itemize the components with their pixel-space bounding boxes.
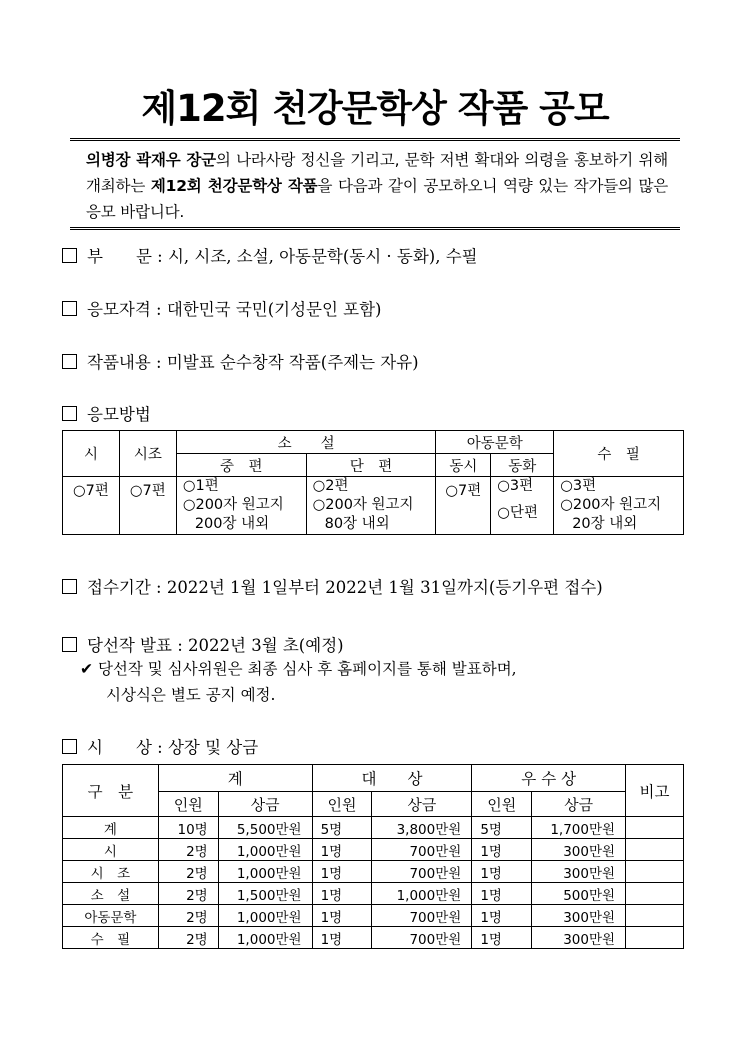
prize-note-cell bbox=[626, 905, 684, 927]
prize-total-money: 1,000만원 bbox=[218, 861, 312, 883]
method-header-long: 중 편 bbox=[176, 454, 306, 477]
prize-table bbox=[62, 764, 684, 949]
method-header-novel: 소 설 bbox=[176, 431, 436, 454]
prize-grand-people: 1명 bbox=[312, 883, 372, 905]
checkbox-square-icon bbox=[62, 637, 77, 652]
checkbox-square-icon bbox=[62, 354, 77, 369]
method-long-length: 200장 내외 bbox=[194, 516, 270, 532]
prize-total-money: 1,000만원 bbox=[218, 905, 312, 927]
method-essay-cell bbox=[554, 477, 684, 535]
prize-excellence-money: 300만원 bbox=[532, 839, 626, 861]
checkbox-square-icon bbox=[62, 579, 77, 594]
announce-value: 2022년 3월 초(예정) bbox=[188, 636, 344, 655]
announce-note-line1: 당선작 및 심사위원은 최종 심사 후 홈페이지를 통해 발표하며, bbox=[97, 660, 517, 678]
prize-header-total: 계 bbox=[158, 765, 312, 792]
checkbox-square-icon bbox=[62, 406, 77, 421]
prize-excellence-money: 300만원 bbox=[532, 861, 626, 883]
prize-total-money: 1,000만원 bbox=[218, 927, 312, 949]
prize-excellence-money: 300만원 bbox=[532, 927, 626, 949]
prize-grand-people: 1명 bbox=[312, 905, 372, 927]
prize-header-money: 상금 bbox=[372, 792, 472, 817]
prize-excellence-money: 300만원 bbox=[532, 905, 626, 927]
period-sep: : bbox=[156, 578, 162, 597]
table-row bbox=[63, 927, 684, 949]
method-table bbox=[62, 430, 684, 535]
content-value: 미발표 순수창작 작품(주제는 자유) bbox=[166, 353, 419, 372]
method-sijo-count: ○7편 bbox=[119, 477, 176, 535]
method-donghwa-type: ○단편 bbox=[497, 505, 538, 521]
period-value: 2022년 1월 1일부터 2022년 1월 31일까지(등기우편 접수) bbox=[166, 578, 603, 597]
category-sep: : bbox=[157, 247, 163, 266]
prize-total-people: 10명 bbox=[158, 817, 218, 839]
prize-header-note: 비고 bbox=[626, 765, 684, 817]
method-poem-count: ○7편 bbox=[63, 477, 120, 535]
section-period bbox=[62, 574, 603, 598]
announce-sep: : bbox=[177, 636, 183, 655]
method-long-cell bbox=[176, 477, 306, 535]
prize-row-name: 아동문학 bbox=[63, 905, 159, 927]
method-short-count: ○2편 bbox=[312, 478, 349, 494]
table-row bbox=[63, 861, 684, 883]
prize-grand-money: 1,000만원 bbox=[372, 883, 472, 905]
method-header-sijo: 시조 bbox=[119, 431, 176, 477]
method-label: 응모방법 bbox=[87, 405, 151, 424]
prize-total-people: 2명 bbox=[158, 905, 218, 927]
intro-text-1: 의 나라사랑 정신을 기리고, 문학 저변 확대와 의령을 홍보하기 위해 개최하는 bbox=[86, 151, 668, 195]
checkbox-square-icon bbox=[62, 301, 77, 316]
section-eligibility bbox=[62, 296, 381, 320]
table-row bbox=[63, 817, 684, 839]
section-category bbox=[62, 243, 478, 267]
prize-header-grand: 대 상 bbox=[312, 765, 472, 792]
checkbox-square-icon bbox=[62, 248, 77, 263]
table-row bbox=[63, 905, 684, 927]
prize-row-name: 시 bbox=[63, 839, 159, 861]
section-announce bbox=[62, 632, 344, 656]
section-content bbox=[62, 349, 419, 373]
prize-header-excellence: 우 수 상 bbox=[472, 765, 626, 792]
prize-grand-people: 1명 bbox=[312, 927, 372, 949]
method-short-cell bbox=[306, 477, 436, 535]
intro-bold-contest: 제12회 천강문학상 작품 bbox=[150, 177, 318, 195]
method-essay-paper: ○200자 원고지 bbox=[560, 497, 662, 513]
prize-grand-money: 700만원 bbox=[372, 905, 472, 927]
prize-note-cell bbox=[626, 927, 684, 949]
table-row bbox=[63, 839, 684, 861]
award-sep: : bbox=[157, 738, 163, 757]
prize-header-money: 상금 bbox=[218, 792, 312, 817]
prize-note-cell bbox=[626, 817, 684, 839]
announce-note-line2: 시상식은 별도 공지 예정. bbox=[106, 686, 276, 704]
prize-excellence-money: 1,700만원 bbox=[532, 817, 626, 839]
prize-row-name: 수 필 bbox=[63, 927, 159, 949]
prize-row-name: 소 설 bbox=[63, 883, 159, 905]
prize-header-people: 인원 bbox=[158, 792, 218, 817]
content-sep: : bbox=[156, 353, 162, 372]
method-essay-length: 20장 내외 bbox=[572, 516, 638, 532]
method-header-donghwa: 동화 bbox=[491, 454, 554, 477]
award-label: 시 상 bbox=[87, 738, 152, 757]
method-short-paper: ○200자 원고지 bbox=[312, 497, 414, 513]
prize-excellence-people: 1명 bbox=[472, 839, 532, 861]
method-header-children: 아동문학 bbox=[436, 431, 554, 454]
table-row bbox=[63, 883, 684, 905]
eligibility-label: 응모자격 bbox=[87, 300, 151, 319]
prize-excellence-people: 1명 bbox=[472, 861, 532, 883]
prize-grand-people: 1명 bbox=[312, 839, 372, 861]
award-value: 상장 및 상금 bbox=[167, 738, 259, 757]
method-header-essay: 수 필 bbox=[554, 431, 684, 477]
method-long-count: ○1편 bbox=[182, 478, 219, 494]
prize-row-name: 시 조 bbox=[63, 861, 159, 883]
prize-excellence-money: 500만원 bbox=[532, 883, 626, 905]
announce-note bbox=[80, 656, 517, 708]
checkbox-square-icon bbox=[62, 739, 77, 754]
category-label: 부 문 bbox=[87, 247, 152, 266]
intro-text-2: 을 다음과 같이 공모하오니 역량 있는 작가들의 많은 응모 바랍니다. bbox=[86, 177, 668, 221]
prize-grand-people: 5명 bbox=[312, 817, 372, 839]
prize-note-cell bbox=[626, 839, 684, 861]
prize-total-people: 2명 bbox=[158, 839, 218, 861]
category-value: 시, 시조, 소설, 아동문학(동시 · 동화), 수필 bbox=[167, 247, 478, 266]
intro-box bbox=[70, 138, 680, 230]
prize-header-people: 인원 bbox=[312, 792, 372, 817]
prize-grand-money: 700만원 bbox=[372, 861, 472, 883]
method-header-poem: 시 bbox=[63, 431, 120, 477]
prize-grand-money: 700만원 bbox=[372, 927, 472, 949]
section-award bbox=[62, 734, 258, 758]
prize-header-division: 구 분 bbox=[63, 765, 159, 817]
section-method bbox=[62, 401, 151, 425]
method-short-length: 80장 내외 bbox=[324, 516, 390, 532]
prize-total-money: 1,000만원 bbox=[218, 839, 312, 861]
period-label: 접수기간 bbox=[87, 578, 151, 597]
prize-header-people: 인원 bbox=[472, 792, 532, 817]
intro-bold-general: 의병장 곽재우 장군 bbox=[86, 151, 216, 169]
prize-header-money: 상금 bbox=[532, 792, 626, 817]
prize-excellence-people: 5명 bbox=[472, 817, 532, 839]
prize-total-people: 2명 bbox=[158, 861, 218, 883]
prize-grand-money: 700만원 bbox=[372, 839, 472, 861]
method-donghwa-cell bbox=[491, 477, 554, 535]
prize-excellence-people: 1명 bbox=[472, 883, 532, 905]
method-essay-count: ○3편 bbox=[560, 478, 597, 494]
prize-total-people: 2명 bbox=[158, 927, 218, 949]
prize-total-money: 5,500만원 bbox=[218, 817, 312, 839]
method-long-paper: ○200자 원고지 bbox=[182, 497, 284, 513]
prize-grand-money: 3,800만원 bbox=[372, 817, 472, 839]
page-title: 제12회 천강문학상 작품 공모 bbox=[141, 87, 609, 130]
content-label: 작품내용 bbox=[87, 353, 151, 372]
prize-note-cell bbox=[626, 883, 684, 905]
prize-grand-people: 1명 bbox=[312, 861, 372, 883]
method-dongsi-count: ○7편 bbox=[436, 477, 491, 535]
prize-excellence-people: 1명 bbox=[472, 905, 532, 927]
intro-text bbox=[86, 147, 668, 225]
prize-row-name: 계 bbox=[63, 817, 159, 839]
eligibility-value: 대한민국 국민(기성문인 포함) bbox=[166, 300, 382, 319]
method-donghwa-count: ○3편 bbox=[497, 478, 534, 494]
prize-excellence-people: 1명 bbox=[472, 927, 532, 949]
method-header-short: 단 편 bbox=[306, 454, 436, 477]
prize-note-cell bbox=[626, 861, 684, 883]
method-header-dongsi: 동시 bbox=[436, 454, 491, 477]
prize-total-money: 1,500만원 bbox=[218, 883, 312, 905]
eligibility-sep: : bbox=[156, 300, 162, 319]
prize-total-people: 2명 bbox=[158, 883, 218, 905]
checkmark-icon: ✔ bbox=[80, 660, 93, 678]
announce-label: 당선작 발표 bbox=[87, 636, 172, 655]
